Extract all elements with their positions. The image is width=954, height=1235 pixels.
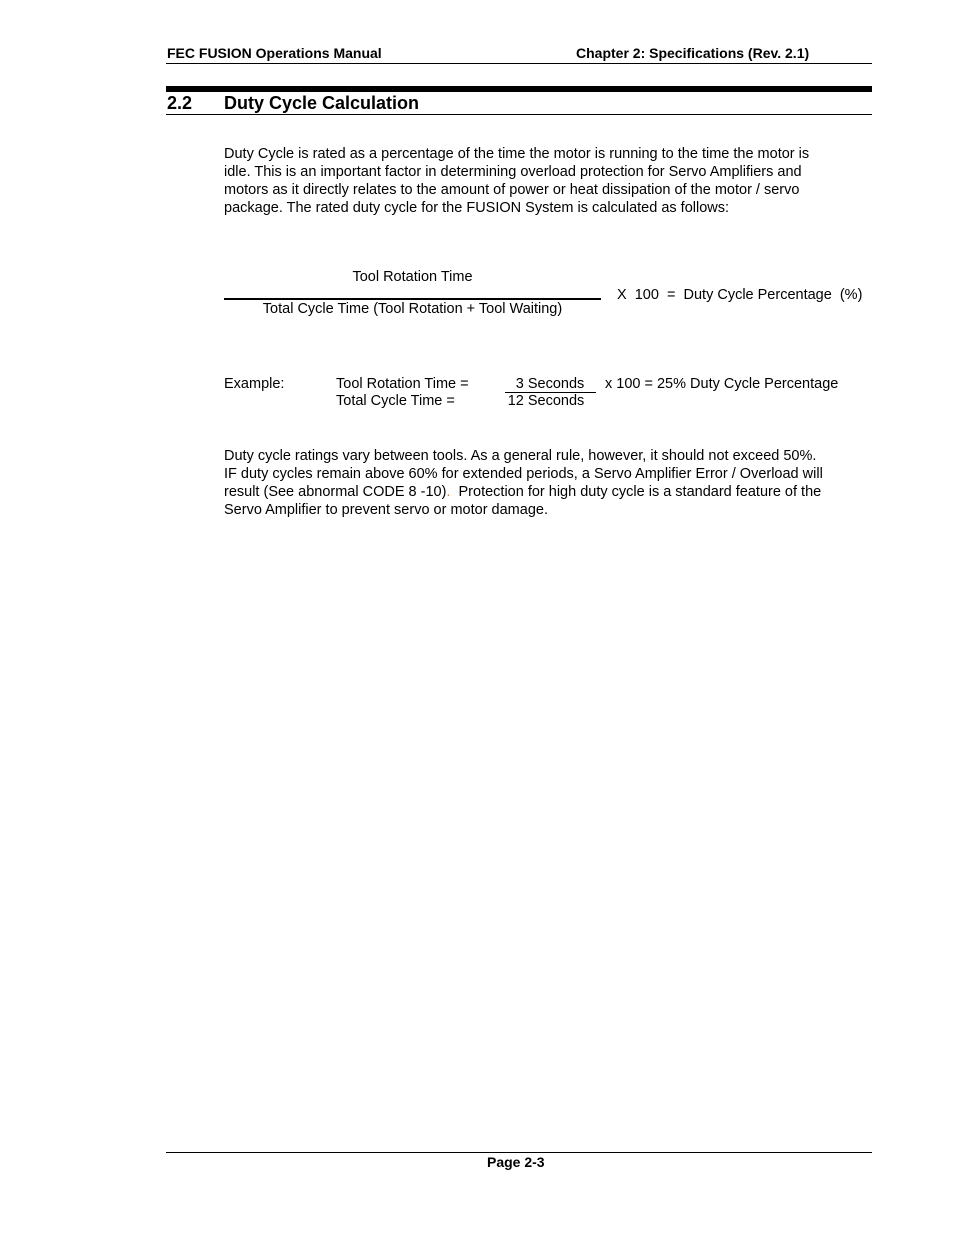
section-bottom-rule <box>166 114 872 115</box>
section-number: 2.2 <box>167 93 193 113</box>
example-result: x 100 = 25% Duty Cycle Percentage <box>605 376 839 392</box>
notes-line: IF duty cycles remain above 60% for extended periods, a Servo Amplifier Error / Overload will <box>224 466 823 482</box>
notes-line-part: result (See abnormal CODE 8 -10) <box>224 484 447 500</box>
intro-line: motors as it directly relates to the amount of power or heat dissipation of the motor / servo <box>224 182 800 198</box>
notes-accent-dot: . <box>446 484 451 500</box>
example-rotation-label: Tool Rotation Time = <box>336 376 469 392</box>
header-rule <box>166 63 872 64</box>
formula-denominator: Total Cycle Time (Tool Rotation + Tool Waiting) <box>262 301 563 317</box>
example-numerator: 3 Seconds <box>515 376 585 392</box>
notes-line <box>224 483 823 501</box>
example-cycle-label: Total Cycle Time = <box>336 393 455 409</box>
formula-fraction-bar <box>224 298 601 300</box>
formula-result: X 100 = Duty Cycle Percentage (%) <box>617 287 863 303</box>
formula-numerator: Tool Rotation Time <box>352 269 473 285</box>
section-top-rule <box>166 86 872 92</box>
notes-line: Servo Amplifier to prevent servo or motor damage. <box>224 502 548 518</box>
intro-line: Duty Cycle is rated as a percentage of the time the motor is running to the time the motor is <box>224 146 810 162</box>
intro-line: package. The rated duty cycle for the FUSION System is calculated as follows: <box>224 200 730 216</box>
intro-line: idle. This is an important factor in determining overload protection for Servo Amplifiers and <box>224 164 802 180</box>
section-title: Duty Cycle Calculation <box>224 93 420 113</box>
notes-line: Duty cycle ratings vary between tools. As a general rule, however, it should not exceed 50%. <box>224 448 817 464</box>
header-manual-title: FEC FUSION Operations Manual <box>167 45 382 61</box>
header-chapter-title: Chapter 2: Specifications (Rev. 2.1) <box>576 45 810 61</box>
page-number: Page 2-3 <box>487 1154 545 1170</box>
intro-paragraph <box>224 145 809 217</box>
notes-line-part: Protection for high duty cycle is a standard feature of the <box>450 484 822 500</box>
example-label: Example: <box>224 376 285 392</box>
notes-paragraph <box>224 447 823 519</box>
footer-rule <box>166 1152 872 1153</box>
example-denominator: 12 Seconds <box>507 393 585 409</box>
